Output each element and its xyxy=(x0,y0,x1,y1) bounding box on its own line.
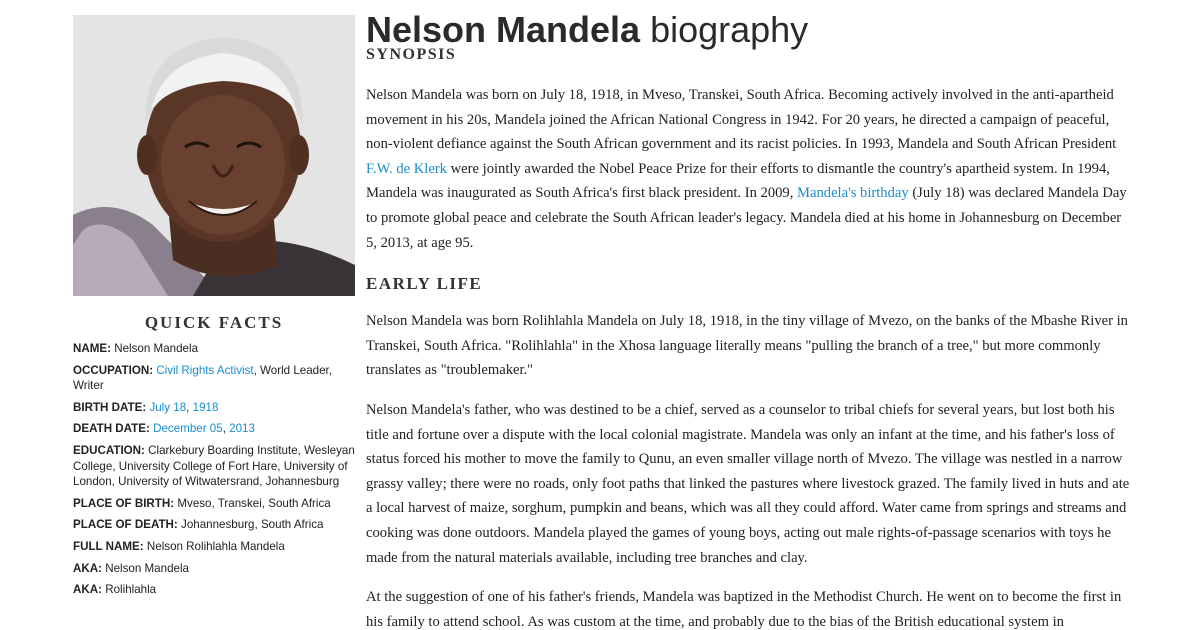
birth-day-link[interactable]: July 18 xyxy=(149,400,187,414)
fact-birth-date xyxy=(73,400,355,416)
fact-value: Nelson Mandela xyxy=(114,342,199,355)
fact-occupation xyxy=(73,363,355,394)
fact-label: OCCUPATION: xyxy=(73,363,154,377)
portrait-image xyxy=(73,15,355,296)
fact-label: FULL NAME: xyxy=(73,539,144,553)
fact-place-of-death xyxy=(73,517,355,533)
synopsis-text: Nelson Mandela was born on July 18, 1918, in Mveso, Transkei, South Africa. Becoming actively involved in the anti-apartheid movement in his 20s, Mandela joined the African National Congress in 1942. For 20 years, he directed a campaign of peaceful, non-violent defiance against the South African government and its racist policies. In 1993, Mandela and South African President xyxy=(366,87,1117,153)
synopsis-paragraph xyxy=(366,83,1131,255)
fact-label: BIRTH DATE: xyxy=(73,400,147,414)
synopsis-heading: SYNOPSIS xyxy=(366,46,457,63)
fact-value: Mveso, Transkei, South Africa xyxy=(177,496,331,510)
fact-value: Nelson Rolihlahla Mandela xyxy=(146,539,285,553)
fact-name xyxy=(73,341,355,357)
fact-value: Rolihlahla xyxy=(105,583,157,597)
title-name: Nelson Mandela xyxy=(366,9,641,50)
fact-place-of-birth xyxy=(73,496,355,512)
early-life-heading: EARLY LIFE xyxy=(366,274,483,294)
fact-separator: , xyxy=(186,400,193,414)
fact-label: AKA: xyxy=(73,561,102,575)
sidebar xyxy=(73,15,355,604)
fact-death-date xyxy=(73,421,355,437)
birth-year-link[interactable]: 1918 xyxy=(192,400,219,414)
main-content xyxy=(366,8,1131,630)
mandela-birthday-link[interactable]: Mandela's birthday xyxy=(797,185,909,202)
synopsis-text: were jointly awarded the Nobel Peace Prize for their efforts to dismantle the country's apartheid system. In 1994, Mandela was inaugurated as South Africa's first black president. In 2009, xyxy=(366,160,1110,202)
fact-label: DEATH DATE: xyxy=(73,422,150,436)
fact-label: EDUCATION: xyxy=(73,443,145,457)
death-day-link[interactable]: December 05 xyxy=(153,422,223,436)
fact-separator: , xyxy=(222,422,230,436)
title-suffix: biography xyxy=(650,9,809,50)
early-life-paragraph: Nelson Mandela was born Rolihlahla Mandela on July 18, 1918, in the tiny village of Mvezo, on the banks of the Mbashe River in Transkei, South Africa. "Rolihlahla" in the Xhosa language literally means "pulling the branch of a tree," but more commonly translates as "troublemaker." xyxy=(366,313,1128,379)
early-life-paragraph: Nelson Mandela's father, who was destined to be a chief, served as a counselor to tribal chiefs for several years, but lost both his title and fortune over a dispute with the local colonial magistrate. Mandela was only an infant at the time, and his father's loss of status forced his mother to move the family to Qunu, an even smaller village north of Mvezo. The village was nestled in a narrow grassy valley; there were no roads, only foot paths that linked the pastures where livestock grazed. The family lived in huts and ate a local harvest of maize, sorghum, pumpkin and beans, which was all they could afford. Water came from springs and streams and cooking was done outdoors. Mandela played the games of young boys, acting out male rights-of-passage scenarios with toys he made from the natural materials available, including tree branches and clay. xyxy=(366,401,1130,566)
fact-value: Clarkebury Boarding Institute, Wesleyan College, University College of Fort Hare, University of London, University of Witwatersrand, Johannesburg xyxy=(73,443,355,489)
fact-label: AKA: xyxy=(73,583,102,597)
synopsis-text: (July 18) was declared Mandela Day to promote global peace and celebrate the South African leader's legacy. Mandela died at his home in Johannesburg on December 5, 2013, at age 95. xyxy=(366,185,1127,251)
fact-value: Johannesburg, South Africa xyxy=(181,518,324,532)
civil-rights-activist-link[interactable]: Civil Rights Activist xyxy=(156,363,254,377)
death-year-link[interactable]: 2013 xyxy=(229,422,255,436)
fact-label: NAME: xyxy=(73,342,111,355)
fact-aka xyxy=(73,561,355,577)
fact-value: , World Leader, Writer xyxy=(73,363,333,393)
fact-value: Nelson Mandela xyxy=(105,561,190,575)
quick-facts-heading: QUICK FACTS xyxy=(144,313,284,332)
fact-full-name xyxy=(73,539,355,555)
fact-aka xyxy=(73,582,355,598)
early-life-paragraph: At the suggestion of one of his father's friends, Mandela was baptized in the Methodist Church. He went on to become the first in his family to attend school. As was custom at the time, and probably due to the bias of the British educational system in xyxy=(366,589,1122,630)
fact-label: PLACE OF BIRTH: xyxy=(73,496,175,510)
quick-facts-list xyxy=(73,341,355,598)
fact-education xyxy=(73,443,355,490)
fw-de-klerk-link[interactable]: F.W. de Klerk xyxy=(366,160,447,177)
fact-label: PLACE OF DEATH: xyxy=(73,518,178,532)
